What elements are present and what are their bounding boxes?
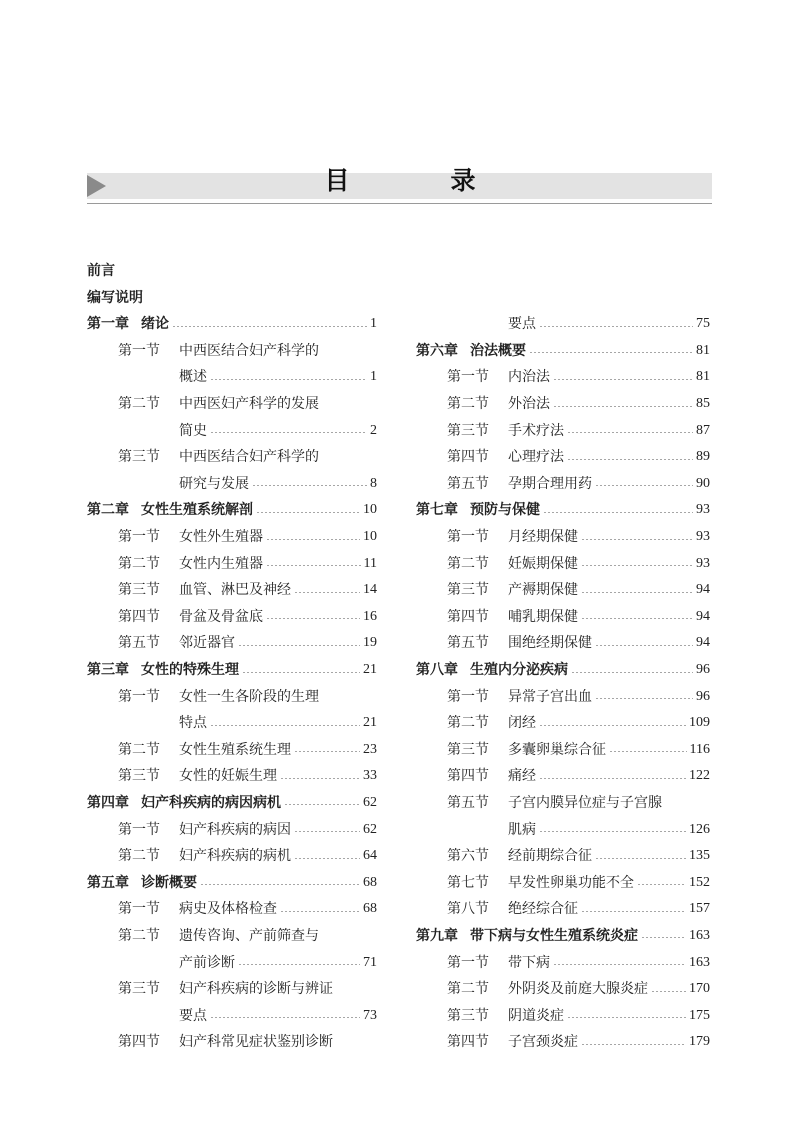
toc-section-entry[interactable] xyxy=(87,604,377,631)
section-number: 第四节 xyxy=(447,608,489,625)
toc-chapter-entry[interactable] xyxy=(87,657,377,684)
toc-cont-entry[interactable] xyxy=(87,1002,377,1029)
section-number: 第一节 xyxy=(118,688,160,705)
section-number: 第二节 xyxy=(118,927,160,944)
chapter-number: 第七章 xyxy=(416,502,458,519)
toc-section-entry[interactable] xyxy=(416,550,710,577)
page-number: 85 xyxy=(696,396,710,412)
section-number: 第二节 xyxy=(118,555,160,572)
page-number: 81 xyxy=(696,342,710,358)
entry-title: 概述 xyxy=(179,369,207,386)
chapter-number: 第二章 xyxy=(87,502,129,519)
entry-title: 女性的妊娠生理 xyxy=(179,768,277,785)
dot-leader xyxy=(595,698,693,699)
chapter-number: 第九章 xyxy=(416,927,458,944)
section-number: 第四节 xyxy=(447,449,489,466)
dot-leader xyxy=(581,1044,686,1045)
page-number: 68 xyxy=(363,901,377,917)
section-number: 第四节 xyxy=(447,1034,489,1051)
chapter-number: 第三章 xyxy=(87,662,129,679)
section-number: 第一节 xyxy=(447,954,489,971)
entry-title: 心理疗法 xyxy=(508,449,564,466)
toc-section-entry[interactable] xyxy=(416,471,710,498)
section-number: 第五节 xyxy=(447,475,489,492)
page-number: 64 xyxy=(363,848,377,864)
toc-chapter-entry[interactable] xyxy=(87,869,377,896)
page-number: 94 xyxy=(696,608,710,624)
toc-section-entry[interactable] xyxy=(416,683,710,710)
dot-leader xyxy=(651,991,686,992)
toc-section-entry[interactable] xyxy=(416,364,710,391)
page-number: 179 xyxy=(689,1034,710,1050)
entry-title: 预防与保健 xyxy=(470,502,540,519)
entry-title: 经前期综合征 xyxy=(508,848,592,865)
dot-leader xyxy=(595,485,693,486)
dot-leader xyxy=(200,884,360,885)
entry-title: 哺乳期保健 xyxy=(508,608,578,625)
entry-title: 产褥期保健 xyxy=(508,582,578,599)
section-number: 第七节 xyxy=(447,874,489,891)
toc-section-entry[interactable] xyxy=(87,896,377,923)
toc-section-entry[interactable] xyxy=(416,524,710,551)
page-number: 19 xyxy=(363,635,377,651)
dot-leader xyxy=(595,858,686,859)
page-number: 87 xyxy=(696,422,710,438)
toc-cont-entry[interactable] xyxy=(87,471,377,498)
entry-title: 生殖内分泌疾病 xyxy=(470,662,568,679)
toc-section-entry[interactable] xyxy=(416,417,710,444)
toc-section-entry[interactable] xyxy=(416,577,710,604)
dot-leader xyxy=(172,326,367,327)
section-number: 第四节 xyxy=(118,1034,160,1051)
page-number: 93 xyxy=(696,555,710,571)
entry-title: 血管、淋巴及神经 xyxy=(179,582,291,599)
section-number: 第三节 xyxy=(447,741,489,758)
entry-title: 闭经 xyxy=(508,715,536,732)
dot-leader xyxy=(280,778,360,779)
toc-column-left xyxy=(87,311,377,1056)
dot-leader xyxy=(266,565,361,566)
page-number: 16 xyxy=(363,608,377,624)
page-number: 135 xyxy=(689,848,710,864)
entry-title: 绪论 xyxy=(141,316,169,333)
dot-leader xyxy=(539,831,686,832)
section-number: 第三节 xyxy=(447,422,489,439)
dot-leader xyxy=(571,672,693,673)
entry-title: 中西医妇产科学的发展 xyxy=(179,396,319,413)
page-number: 122 xyxy=(689,768,710,784)
section-number: 第三节 xyxy=(118,582,160,599)
toc-section-entry[interactable] xyxy=(87,843,377,870)
section-number: 第三节 xyxy=(118,768,160,785)
dot-leader xyxy=(242,672,360,673)
toc-section-entry[interactable] xyxy=(416,630,710,657)
page-number: 126 xyxy=(689,821,710,837)
dot-leader xyxy=(210,1017,360,1018)
dot-leader xyxy=(609,751,687,752)
toc-chapter-entry[interactable] xyxy=(416,497,710,524)
dot-leader xyxy=(210,432,367,433)
entry-title: 骨盆及骨盆底 xyxy=(179,608,263,625)
toc-section-entry[interactable] xyxy=(87,683,377,710)
section-number: 第一节 xyxy=(447,369,489,386)
section-number: 第二节 xyxy=(118,848,160,865)
entry-title: 多囊卵巢综合征 xyxy=(508,741,606,758)
page-number: 8 xyxy=(370,475,377,491)
section-number: 第一节 xyxy=(118,529,160,546)
entry-title: 中西医结合妇产科学的 xyxy=(179,342,319,359)
entry-title: 遗传咨询、产前筛查与 xyxy=(179,927,319,944)
dot-leader xyxy=(238,964,360,965)
dot-leader xyxy=(581,565,693,566)
section-number: 第八节 xyxy=(447,901,489,918)
entry-title: 子宫内膜异位症与子宫腺 xyxy=(508,794,662,811)
toc-cont-entry[interactable] xyxy=(87,364,377,391)
entry-title: 女性的特殊生理 xyxy=(141,662,239,679)
toc-section-entry[interactable] xyxy=(87,391,377,418)
toc-section-entry[interactable] xyxy=(416,710,710,737)
entry-title: 妇产科疾病的病因病机 xyxy=(141,794,281,811)
toc-preface[interactable]: 前言 xyxy=(87,263,115,279)
entry-title: 妇产科疾病的诊断与辨证 xyxy=(179,981,333,998)
dot-leader xyxy=(294,751,360,752)
page-number: 75 xyxy=(696,316,710,332)
dot-leader xyxy=(567,432,693,433)
toc-chapter-entry[interactable] xyxy=(87,790,377,817)
dot-leader xyxy=(553,964,686,965)
entry-title: 孕期合理用药 xyxy=(508,475,592,492)
toc-cont-entry[interactable] xyxy=(416,311,710,338)
page-number: 89 xyxy=(696,449,710,465)
dot-leader xyxy=(641,937,686,938)
entry-title: 异常子宫出血 xyxy=(508,688,592,705)
entry-title: 内治法 xyxy=(508,369,550,386)
section-number: 第一节 xyxy=(118,901,160,918)
section-number: 第一节 xyxy=(118,821,160,838)
dot-leader xyxy=(567,1017,686,1018)
toc-section-entry[interactable] xyxy=(416,763,710,790)
toc-column-right xyxy=(416,311,710,1056)
toc-section-entry[interactable] xyxy=(416,391,710,418)
toc-section-entry[interactable] xyxy=(416,604,710,631)
section-number: 第一节 xyxy=(447,529,489,546)
page-number: 1 xyxy=(370,369,377,385)
entry-title: 绝经综合征 xyxy=(508,901,578,918)
toc-section-entry[interactable] xyxy=(416,737,710,764)
entry-title: 邻近器官 xyxy=(179,635,235,652)
page-number: 14 xyxy=(363,582,377,598)
page-number: 81 xyxy=(696,369,710,385)
toc-section-entry[interactable] xyxy=(87,338,377,365)
page-number: 10 xyxy=(363,529,377,545)
title-rule xyxy=(87,203,712,204)
page-number: 1 xyxy=(370,316,377,332)
toc-section-entry[interactable] xyxy=(87,763,377,790)
toc-cont-entry[interactable] xyxy=(87,949,377,976)
toc-section-entry[interactable] xyxy=(416,790,710,817)
dot-leader xyxy=(280,911,360,912)
page-number: 23 xyxy=(363,741,377,757)
toc-editorial-notes[interactable]: 编写说明 xyxy=(87,290,143,306)
section-number: 第二节 xyxy=(447,981,489,998)
page-number: 94 xyxy=(696,635,710,651)
dot-leader xyxy=(637,884,686,885)
toc-section-entry[interactable] xyxy=(87,1029,377,1056)
entry-title: 女性生殖系统解剖 xyxy=(141,502,253,519)
section-number: 第五节 xyxy=(118,635,160,652)
dot-leader xyxy=(581,592,693,593)
toc-section-entry[interactable] xyxy=(87,816,377,843)
entry-title: 病史及体格检查 xyxy=(179,901,277,918)
section-number: 第二节 xyxy=(447,715,489,732)
dot-leader xyxy=(284,804,360,805)
section-number: 第五节 xyxy=(447,635,489,652)
entry-title: 中西医结合妇产科学的 xyxy=(179,449,319,466)
toc-section-entry[interactable] xyxy=(87,577,377,604)
page-number: 116 xyxy=(689,741,710,757)
page-number: 170 xyxy=(689,981,710,997)
page-number: 2 xyxy=(370,422,377,438)
entry-title: 诊断概要 xyxy=(141,874,197,891)
toc-chapter-entry[interactable] xyxy=(416,923,710,950)
chapter-number: 第六章 xyxy=(416,342,458,359)
dot-leader xyxy=(294,858,360,859)
entry-title: 女性生殖系统生理 xyxy=(179,741,291,758)
entry-title: 手术疗法 xyxy=(508,422,564,439)
dot-leader xyxy=(581,539,693,540)
chapter-number: 第四章 xyxy=(87,794,129,811)
dot-leader xyxy=(539,725,686,726)
page-number: 152 xyxy=(689,874,710,890)
entry-title: 产前诊断 xyxy=(179,954,235,971)
section-number: 第六节 xyxy=(447,848,489,865)
dot-leader xyxy=(539,326,693,327)
page-number: 71 xyxy=(363,954,377,970)
dot-leader xyxy=(567,459,693,460)
page-number: 10 xyxy=(363,502,377,518)
page-number: 73 xyxy=(363,1007,377,1023)
entry-title: 妇产科常见症状鉴别诊断 xyxy=(179,1034,333,1051)
toc-section-entry[interactable] xyxy=(416,896,710,923)
dot-leader xyxy=(210,725,360,726)
toc-section-entry[interactable] xyxy=(416,976,710,1003)
section-number: 第二节 xyxy=(447,555,489,572)
entry-title: 要点 xyxy=(508,316,536,333)
entry-title: 特点 xyxy=(179,715,207,732)
page-number: 175 xyxy=(689,1007,710,1023)
toc-section-entry[interactable] xyxy=(416,1002,710,1029)
section-number: 第三节 xyxy=(447,582,489,599)
dot-leader xyxy=(595,645,693,646)
entry-title: 妊娠期保健 xyxy=(508,555,578,572)
toc-section-entry[interactable] xyxy=(416,869,710,896)
page-number: 68 xyxy=(363,874,377,890)
toc-cont-entry[interactable] xyxy=(87,417,377,444)
entry-title: 女性一生各阶段的生理 xyxy=(179,688,319,705)
toc-section-entry[interactable] xyxy=(416,444,710,471)
chapter-number: 第八章 xyxy=(416,662,458,679)
toc-section-entry[interactable] xyxy=(416,1029,710,1056)
dot-leader xyxy=(266,618,360,619)
section-number: 第四节 xyxy=(118,608,160,625)
toc-chapter-entry[interactable] xyxy=(87,497,377,524)
toc-section-entry[interactable] xyxy=(87,923,377,950)
section-number: 第三节 xyxy=(447,1007,489,1024)
dot-leader xyxy=(553,406,693,407)
page-number: 21 xyxy=(363,715,377,731)
section-number: 第二节 xyxy=(447,396,489,413)
dot-leader xyxy=(553,379,693,380)
section-number: 第一节 xyxy=(447,688,489,705)
dot-leader xyxy=(539,778,686,779)
page-number: 11 xyxy=(363,555,377,571)
toc-section-entry[interactable] xyxy=(87,976,377,1003)
page-number: 157 xyxy=(689,901,710,917)
page-number: 21 xyxy=(363,662,377,678)
entry-title: 简史 xyxy=(179,422,207,439)
section-number: 第二节 xyxy=(118,741,160,758)
section-number: 第一节 xyxy=(118,342,160,359)
entry-title: 研究与发展 xyxy=(179,475,249,492)
page-number: 163 xyxy=(689,954,710,970)
entry-title: 外阴炎及前庭大腺炎症 xyxy=(508,981,648,998)
entry-title: 阴道炎症 xyxy=(508,1007,564,1024)
entry-title: 痛经 xyxy=(508,768,536,785)
page-title: 目 录 xyxy=(324,166,514,195)
toc-section-entry[interactable] xyxy=(416,843,710,870)
dot-leader xyxy=(210,379,367,380)
dot-leader xyxy=(581,618,693,619)
entry-title: 带下病 xyxy=(508,954,550,971)
page-number: 90 xyxy=(696,475,710,491)
chapter-number: 第一章 xyxy=(87,316,129,333)
entry-title: 治法概要 xyxy=(470,342,526,359)
entry-title: 带下病与女性生殖系统炎症 xyxy=(470,927,638,944)
toc-section-entry[interactable] xyxy=(87,630,377,657)
toc-cont-entry[interactable] xyxy=(416,816,710,843)
entry-title: 外治法 xyxy=(508,396,550,413)
section-number: 第四节 xyxy=(447,768,489,785)
entry-title: 月经期保健 xyxy=(508,529,578,546)
page-number: 33 xyxy=(363,768,377,784)
toc-section-entry[interactable] xyxy=(87,737,377,764)
page-number: 96 xyxy=(696,662,710,678)
dot-leader xyxy=(238,645,360,646)
section-number: 第二节 xyxy=(118,396,160,413)
toc-section-entry[interactable] xyxy=(87,550,377,577)
page-number: 62 xyxy=(363,794,377,810)
entry-title: 女性内生殖器 xyxy=(179,555,263,572)
entry-title: 早发性卵巢功能不全 xyxy=(508,874,634,891)
chapter-number: 第五章 xyxy=(87,874,129,891)
entry-title: 子宫颈炎症 xyxy=(508,1034,578,1051)
dot-leader xyxy=(581,911,686,912)
section-number: 第五节 xyxy=(447,794,489,811)
dot-leader xyxy=(543,512,693,513)
page-number: 62 xyxy=(363,821,377,837)
section-number: 第三节 xyxy=(118,449,160,466)
dot-leader xyxy=(294,831,360,832)
toc-section-entry[interactable] xyxy=(416,949,710,976)
page-number: 94 xyxy=(696,582,710,598)
page-number: 96 xyxy=(696,688,710,704)
dot-leader xyxy=(294,592,360,593)
dot-leader xyxy=(252,485,367,486)
dot-leader xyxy=(266,539,360,540)
toc-section-entry[interactable] xyxy=(87,444,377,471)
entry-title: 女性外生殖器 xyxy=(179,529,263,546)
entry-title: 围绝经期保健 xyxy=(508,635,592,652)
toc-chapter-entry[interactable] xyxy=(416,338,710,365)
toc-section-entry[interactable] xyxy=(87,524,377,551)
page-number: 163 xyxy=(689,927,710,943)
page-number: 109 xyxy=(689,715,710,731)
entry-title: 妇产科疾病的病机 xyxy=(179,848,291,865)
page-number: 93 xyxy=(696,502,710,518)
entry-title: 肌病 xyxy=(508,821,536,838)
section-number: 第三节 xyxy=(118,981,160,998)
toc-chapter-entry[interactable] xyxy=(87,311,377,338)
dot-leader xyxy=(256,512,360,513)
entry-title: 要点 xyxy=(179,1007,207,1024)
toc-cont-entry[interactable] xyxy=(87,710,377,737)
entry-title: 妇产科疾病的病因 xyxy=(179,821,291,838)
page-number: 93 xyxy=(696,529,710,545)
toc-chapter-entry[interactable] xyxy=(416,657,710,684)
dot-leader xyxy=(529,352,693,353)
